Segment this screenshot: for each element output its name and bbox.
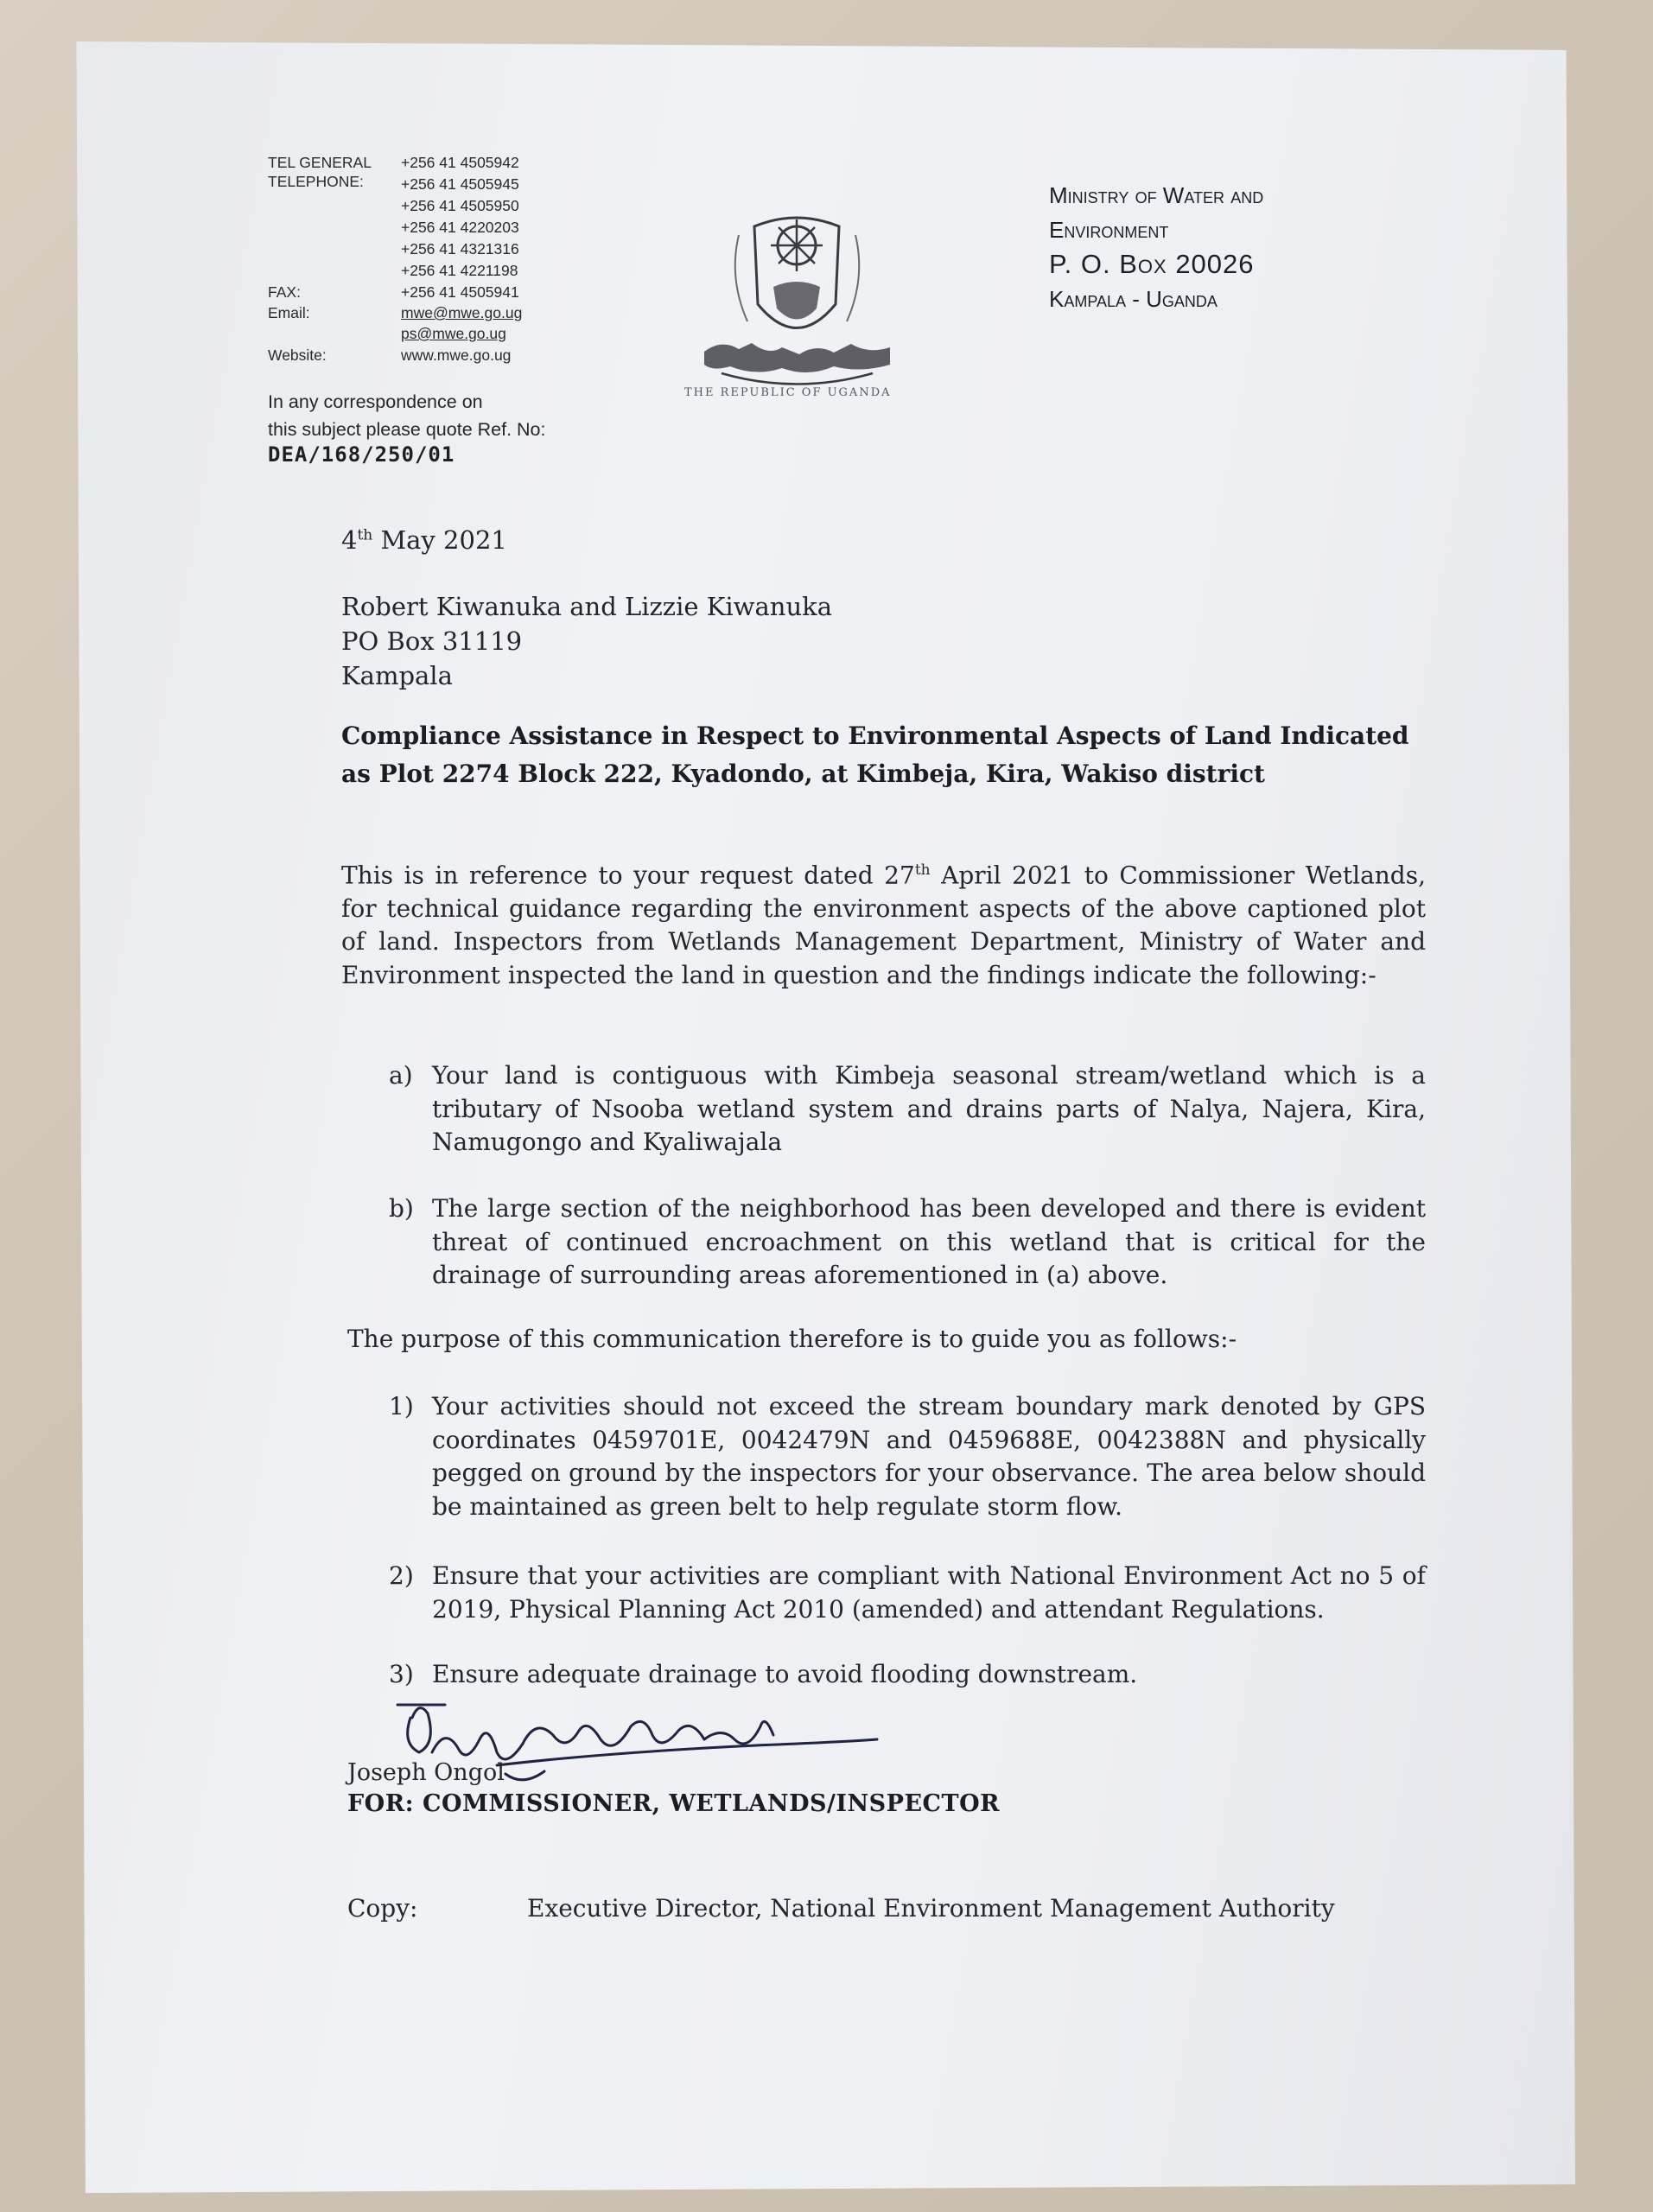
correspondence-line: In any correspondence on bbox=[268, 391, 483, 412]
fax-label: FAX: bbox=[268, 283, 301, 301]
signatory-role: FOR: COMMISSIONER, WETLANDS/INSPECTOR bbox=[347, 1790, 1001, 1817]
finding-text: The large section of the neighborhood has been developed and there is evident threat of continued encroachment on this wetland that is critical for the drainage of surrounding areas aforementioned in (a) above. bbox=[432, 1194, 1426, 1289]
phone-number: +256 41 4321316 bbox=[401, 240, 519, 257]
phone-number: +256 41 4220203 bbox=[401, 219, 519, 236]
phone-number: +256 41 4505942 bbox=[401, 154, 519, 171]
correspondence-note bbox=[268, 388, 546, 443]
website-link[interactable]: www.mwe.go.ug bbox=[401, 346, 512, 364]
letter-date bbox=[341, 525, 507, 555]
crest-caption: THE REPUBLIC OF UGANDA bbox=[684, 386, 892, 399]
guidance-text: Ensure that your activities are compliant with National Environment Act no 5 of 2019, Physical Planning Act 2010 (amended) and attendant Regulations. bbox=[432, 1561, 1426, 1624]
recipient-address bbox=[341, 589, 832, 693]
correspondence-line: this subject please quote Ref. No: bbox=[268, 419, 546, 440]
intro-date-suffix: th bbox=[914, 861, 931, 879]
guidance-marker: 1) bbox=[389, 1392, 414, 1421]
email-link[interactable]: ps@mwe.go.ug bbox=[401, 325, 506, 342]
letter-subject: Compliance Assistance in Respect to Environmental Aspects of Land Indicated as Plot 2274 Block 222, Kyadondo, at Kimbeja, Kira, Wakiso district bbox=[341, 721, 1409, 788]
phone-number: +256 41 4505950 bbox=[401, 197, 519, 214]
recipient-line: Robert Kiwanuka and Lizzie Kiwanuka bbox=[341, 592, 833, 621]
reference-number: DEA/168/250/01 bbox=[268, 442, 455, 467]
date-month-year: May 2021 bbox=[372, 525, 507, 555]
phone-number: +256 41 4221198 bbox=[401, 262, 518, 279]
copy-recipient: Executive Director, National Environment Management Authority bbox=[527, 1894, 1335, 1923]
email-label: Email: bbox=[268, 304, 310, 321]
coat-of-arms-emblem bbox=[687, 200, 907, 408]
intro-text-cont: April 2021 to Commissioner Wetlands, for technical guidance regarding the environment aspects of the above captioned plot of land. Inspectors from Wetlands Management Department, Ministry of Water and Environment inspected the land in question and the findings indicate the following:- bbox=[341, 861, 1426, 989]
guidance-text: Ensure adequate drainage to avoid flooding downstream. bbox=[432, 1660, 1138, 1688]
signatory-name: Joseph Ongol bbox=[347, 1759, 505, 1786]
recipient-line: PO Box 31119 bbox=[341, 626, 523, 656]
phone-number: +256 41 4505945 bbox=[401, 175, 519, 193]
date-day: 4 bbox=[341, 525, 358, 555]
ministry-address bbox=[1049, 178, 1263, 316]
email-link[interactable]: mwe@mwe.go.ug bbox=[401, 304, 523, 321]
intro-text: This is in reference to your request dated 27 bbox=[341, 861, 915, 890]
ministry-po-box: P. O. Box 20026 bbox=[1049, 249, 1255, 279]
ministry-name-cont: Environment bbox=[1049, 217, 1169, 243]
guidance-marker: 3) bbox=[389, 1660, 414, 1688]
fax-number: +256 41 4505941 bbox=[401, 283, 519, 301]
guidance-marker: 2) bbox=[389, 1561, 414, 1590]
copy-label: Copy: bbox=[347, 1894, 418, 1923]
telephone-label: TELEPHONE: bbox=[268, 173, 364, 190]
ministry-city: Kampala - Uganda bbox=[1049, 286, 1217, 312]
tel-general-label: TEL GENERAL bbox=[268, 154, 372, 171]
date-suffix: th bbox=[357, 526, 373, 544]
website-label: Website: bbox=[268, 346, 327, 364]
finding-marker: a) bbox=[389, 1061, 413, 1090]
intro-paragraph bbox=[341, 854, 1426, 992]
ministry-name: Ministry of Water and bbox=[1049, 182, 1264, 208]
guidance-text: Your activities should not exceed the stream boundary mark denoted by GPS coordinates 0459701E, 0042479N and 0459688E, 0042388N and physically pegged on ground by the inspectors for your observance. The area below should be maintained as green belt to help regulate storm flow. bbox=[432, 1392, 1426, 1521]
finding-text: Your land is contiguous with Kimbeja seasonal stream/wetland which is a tributary of Nsooba wetland system and drains parts of Nalya, Najera, Kira, Namugongo and Kyaliwajala bbox=[432, 1061, 1426, 1156]
purpose-statement: The purpose of this communication therefore is to guide you as follows:- bbox=[347, 1325, 1237, 1353]
finding-marker: b) bbox=[389, 1194, 414, 1223]
recipient-line: Kampala bbox=[341, 661, 453, 690]
